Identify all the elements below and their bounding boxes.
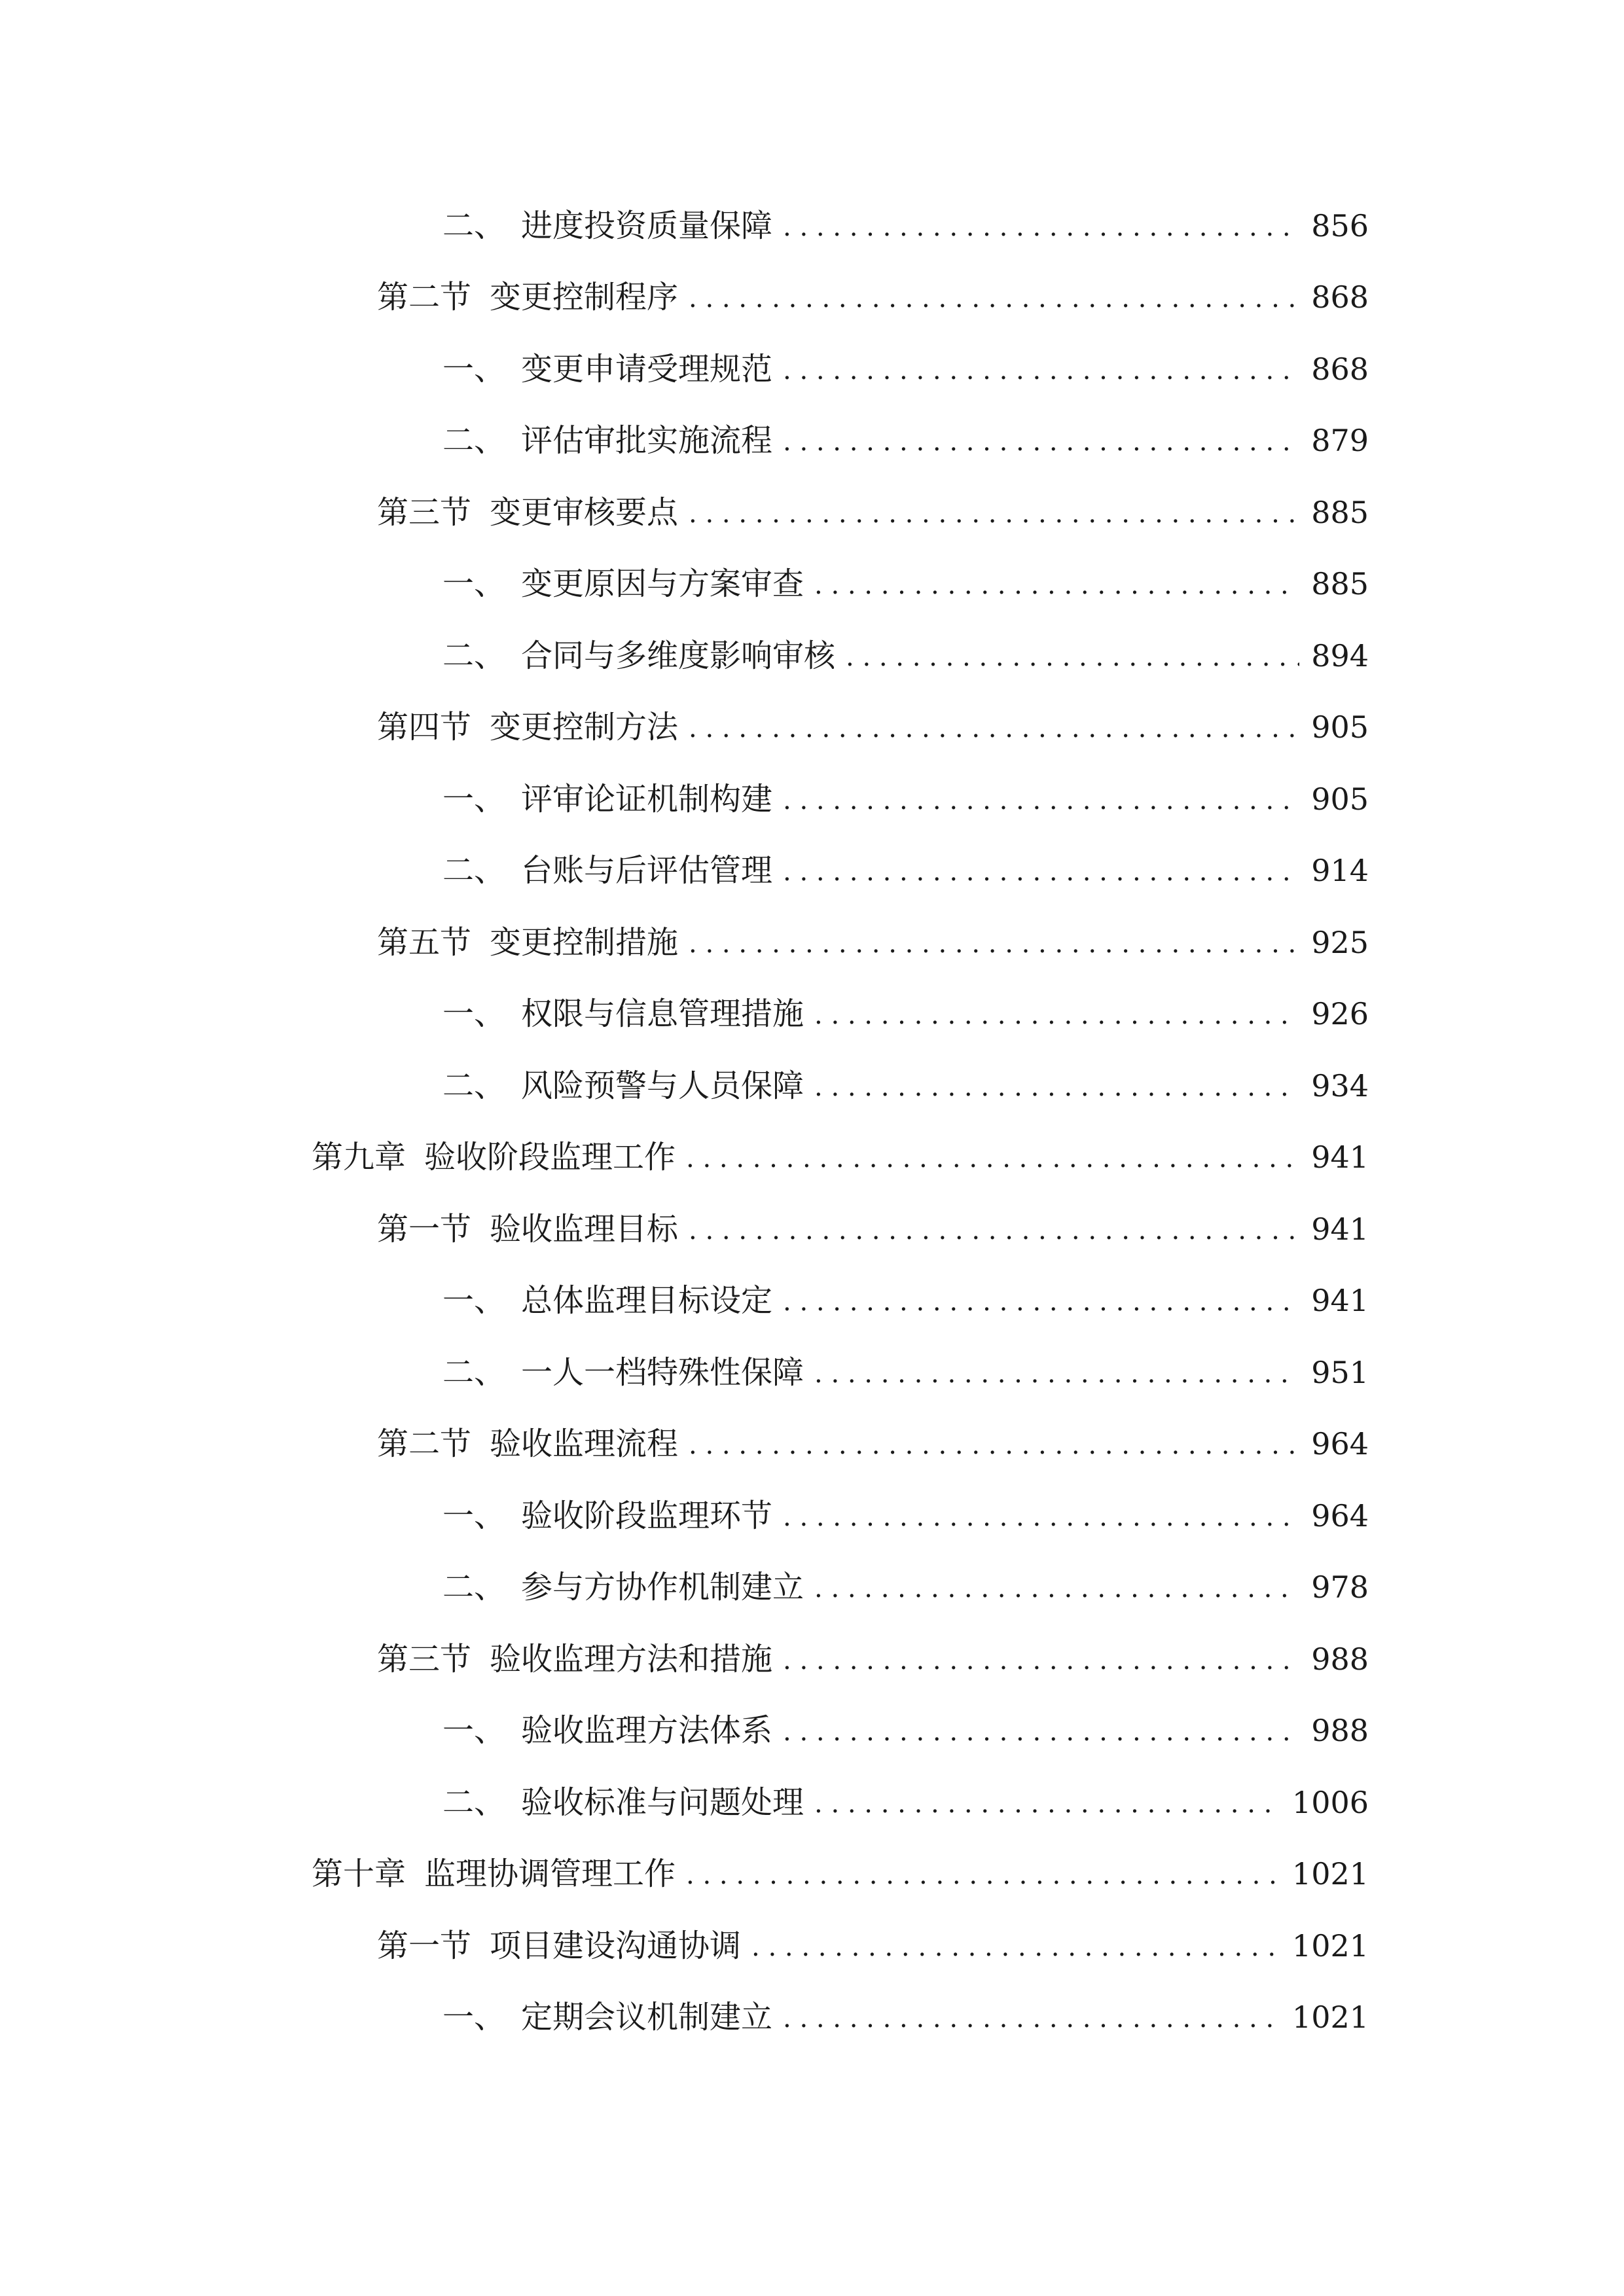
- toc-entry-number: 第九章: [312, 1139, 406, 1176]
- toc-entry-number: 一、: [442, 1497, 506, 1534]
- toc-entry-page: 1021: [1291, 1856, 1369, 1892]
- toc-entry-page: 894: [1311, 637, 1369, 673]
- toc-entry[interactable]: [0, 692, 1624, 764]
- toc-entry-title: 一人一档特殊性保障: [521, 1354, 804, 1391]
- toc-entry-number: 二、: [442, 1354, 506, 1391]
- toc-entry-title: 台账与后评估管理: [521, 852, 773, 889]
- toc-entry[interactable]: [0, 1265, 1624, 1337]
- toc-entry-number: 第二节: [377, 279, 472, 316]
- toc-entry-number: 二、: [442, 1569, 506, 1606]
- dot-leader: [751, 1928, 1280, 1967]
- toc-entry-number: 二、: [442, 207, 506, 244]
- toc-entry-title: 验收阶段监理工作: [424, 1139, 676, 1176]
- dot-leader: [814, 996, 1299, 1035]
- toc-entry[interactable]: [0, 835, 1624, 907]
- dot-leader: [783, 422, 1299, 461]
- toc-entry-number: 第五节: [377, 924, 472, 961]
- dot-leader: [814, 565, 1299, 605]
- dot-leader: [783, 1712, 1299, 1751]
- toc-entry-number: 一、: [442, 996, 506, 1033]
- toc-entry[interactable]: [0, 1552, 1624, 1624]
- dot-leader: [689, 709, 1299, 748]
- toc-entry-number: 一、: [442, 1999, 506, 2036]
- dot-leader: [783, 781, 1299, 820]
- toc-entry-title: 变更原因与方案审查: [521, 565, 804, 603]
- toc-entry-title: 验收监理方法体系: [521, 1712, 773, 1749]
- toc-entry-title: 变更控制方法: [490, 709, 679, 746]
- dot-leader: [689, 1211, 1299, 1250]
- toc-entry-page: 868: [1311, 279, 1369, 315]
- toc-entry-title: 定期会议机制建立: [521, 1999, 773, 2036]
- toc-entry[interactable]: [0, 1695, 1624, 1767]
- dot-leader: [814, 1569, 1299, 1608]
- dot-leader: [783, 207, 1299, 247]
- toc-entry-title: 验收监理方法和措施: [490, 1640, 773, 1677]
- toc-entry-page: 1021: [1291, 1928, 1369, 1964]
- toc-entry-number: 一、: [442, 350, 506, 387]
- toc-entry-page: 964: [1311, 1498, 1369, 1534]
- dot-leader: [689, 924, 1299, 963]
- toc-entry-title: 权限与信息管理措施: [521, 996, 804, 1033]
- toc-entry-page: 941: [1311, 1211, 1369, 1247]
- toc-entry-title: 变更控制程序: [490, 279, 679, 316]
- toc-entry[interactable]: [0, 1336, 1624, 1408]
- toc-entry-number: 二、: [442, 637, 506, 674]
- toc-entry-title: 变更控制措施: [490, 924, 679, 961]
- dot-leader: [783, 1498, 1299, 1537]
- toc-entry-page: 905: [1311, 709, 1369, 745]
- toc-entry-title: 总体监理目标设定: [521, 1282, 773, 1319]
- toc-entry-page: 1006: [1291, 1784, 1369, 1820]
- dot-leader: [846, 637, 1299, 677]
- toc-entry-title: 监理协调管理工作: [424, 1856, 676, 1893]
- toc-entry-page: 885: [1311, 566, 1369, 602]
- toc-entry-page: 934: [1311, 1067, 1369, 1103]
- toc-entry[interactable]: [0, 1480, 1624, 1552]
- toc-entry-title: 验收监理流程: [490, 1426, 679, 1463]
- toc-entry-title: 评估审批实施流程: [521, 422, 773, 459]
- toc-entry-page: 978: [1311, 1570, 1369, 1605]
- toc-entry-title: 合同与多维度影响审核: [521, 637, 836, 674]
- toc-entry-number: 二、: [442, 422, 506, 459]
- toc-entry-title: 参与方协作机制建立: [521, 1569, 804, 1606]
- toc-entry-page: 964: [1311, 1426, 1369, 1462]
- toc-entry-title: 评审论证机制构建: [521, 780, 773, 817]
- dot-leader: [783, 852, 1299, 891]
- dot-leader: [689, 279, 1299, 318]
- toc-entry-number: 第十章: [312, 1856, 406, 1893]
- toc-entry-number: 第四节: [377, 709, 472, 746]
- toc-entry[interactable]: [0, 476, 1624, 548]
- toc-entry[interactable]: [0, 1839, 1624, 1910]
- toc-entry-title: 验收监理目标: [490, 1210, 679, 1247]
- toc-entry[interactable]: [0, 548, 1624, 620]
- toc-entry[interactable]: [0, 1050, 1624, 1122]
- dot-leader: [783, 1999, 1280, 2038]
- toc-entry-number: 一、: [442, 1282, 506, 1319]
- toc-entry-number: 一、: [442, 780, 506, 817]
- toc-entry-page: 914: [1311, 853, 1369, 889]
- toc-entry[interactable]: [0, 906, 1624, 978]
- toc-entry-page: 879: [1311, 423, 1369, 459]
- dot-leader: [814, 1067, 1299, 1107]
- toc-entry-title: 项目建设沟通协调: [490, 1927, 742, 1964]
- toc-entry-title: 验收标准与问题处理: [521, 1784, 804, 1821]
- toc-entry[interactable]: [0, 190, 1624, 262]
- dot-leader: [686, 1139, 1299, 1178]
- toc-entry[interactable]: [0, 1408, 1624, 1480]
- toc-entry-number: 一、: [442, 1712, 506, 1749]
- toc-entry-number: 第一节: [377, 1210, 472, 1247]
- toc-entry-page: 926: [1311, 996, 1369, 1032]
- toc-entry-number: 第一节: [377, 1927, 472, 1964]
- toc-entry[interactable]: [0, 262, 1624, 334]
- dot-leader: [689, 494, 1299, 533]
- dot-leader: [686, 1856, 1280, 1895]
- toc-entry[interactable]: [0, 1910, 1624, 1982]
- toc-entry-page: 905: [1311, 781, 1369, 817]
- toc-entry-number: 一、: [442, 565, 506, 603]
- toc-entry-number: 二、: [442, 852, 506, 889]
- toc-entry-number: 二、: [442, 1784, 506, 1821]
- dot-leader: [783, 351, 1299, 390]
- toc-entry-page: 885: [1311, 494, 1369, 530]
- toc-entry-number: 第三节: [377, 493, 472, 531]
- toc-entry[interactable]: [0, 1767, 1624, 1839]
- toc-entry[interactable]: [0, 978, 1624, 1050]
- toc-entry[interactable]: [0, 1193, 1624, 1265]
- toc-entry-page: 988: [1311, 1641, 1369, 1677]
- toc-entry-page: 856: [1311, 207, 1369, 243]
- toc-entry[interactable]: [0, 763, 1624, 835]
- toc-entry-page: 951: [1311, 1354, 1369, 1390]
- dot-leader: [689, 1426, 1299, 1465]
- toc-entry-title: 风险预警与人员保障: [521, 1067, 804, 1104]
- toc-entry-title: 变更审核要点: [490, 493, 679, 531]
- dot-leader: [814, 1784, 1280, 1823]
- toc-entry-page: 988: [1311, 1713, 1369, 1749]
- dot-leader: [783, 1282, 1299, 1321]
- table-of-contents: [0, 190, 1624, 2053]
- toc-entry[interactable]: [0, 333, 1624, 405]
- toc-entry-title: 变更申请受理规范: [521, 350, 773, 387]
- toc-entry-page: 1021: [1291, 2000, 1369, 2036]
- dot-leader: [783, 1641, 1299, 1680]
- toc-entry[interactable]: [0, 620, 1624, 692]
- toc-entry-title: 进度投资质量保障: [521, 207, 773, 244]
- toc-entry-title: 验收阶段监理环节: [521, 1497, 773, 1534]
- toc-entry[interactable]: [0, 1623, 1624, 1695]
- toc-entry-number: 第三节: [377, 1640, 472, 1677]
- toc-entry-page: 925: [1311, 924, 1369, 960]
- toc-entry[interactable]: [0, 1982, 1624, 2054]
- toc-entry-page: 868: [1311, 351, 1369, 387]
- toc-entry[interactable]: [0, 405, 1624, 477]
- toc-entry-number: 第二节: [377, 1426, 472, 1463]
- toc-entry-page: 941: [1311, 1139, 1369, 1175]
- toc-entry-page: 941: [1311, 1283, 1369, 1319]
- toc-entry[interactable]: [0, 1122, 1624, 1194]
- dot-leader: [814, 1354, 1299, 1393]
- toc-entry-number: 二、: [442, 1067, 506, 1104]
